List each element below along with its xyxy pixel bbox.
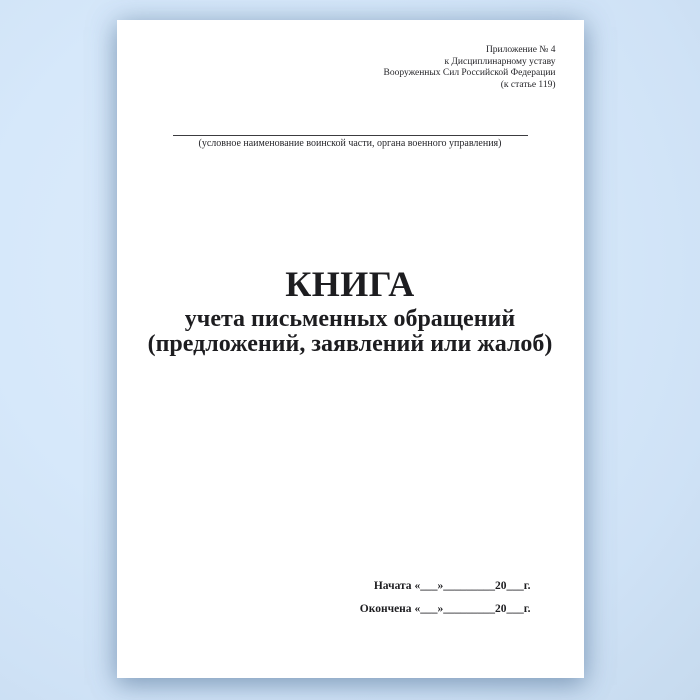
date-started-row (360, 580, 531, 593)
date-finished-label: Окончена (359, 603, 412, 615)
book-subtitle-line1: учета письменных обращений (184, 306, 516, 332)
appendix-line-1: Приложение № 4 (485, 45, 556, 55)
background (0, 20, 700, 678)
date-started-label: Начата (373, 580, 412, 592)
title-block (117, 265, 584, 357)
book-cover-page (117, 20, 584, 678)
dates-block (360, 580, 531, 616)
unit-name-blank-line (173, 121, 528, 136)
date-started-value: «___»_________20___г. (414, 580, 531, 592)
appendix-reference-block (383, 45, 555, 91)
book-title: КНИГА (285, 264, 415, 304)
appendix-line-4: (к статье 119) (500, 79, 556, 90)
appendix-line-3: Вооруженных Сил Российской Федерации (383, 68, 556, 78)
unit-name-field (173, 121, 528, 150)
unit-name-caption: (условное наименование воинской части, органа военного управления) (198, 138, 502, 149)
book-subtitle-line2: (предложений, заявлений или жалоб) (147, 331, 553, 357)
date-finished-row (360, 603, 531, 616)
appendix-line-2: к Дисциплинарному уставу (444, 56, 556, 67)
date-finished-value: «___»_________20___г. (414, 603, 531, 615)
